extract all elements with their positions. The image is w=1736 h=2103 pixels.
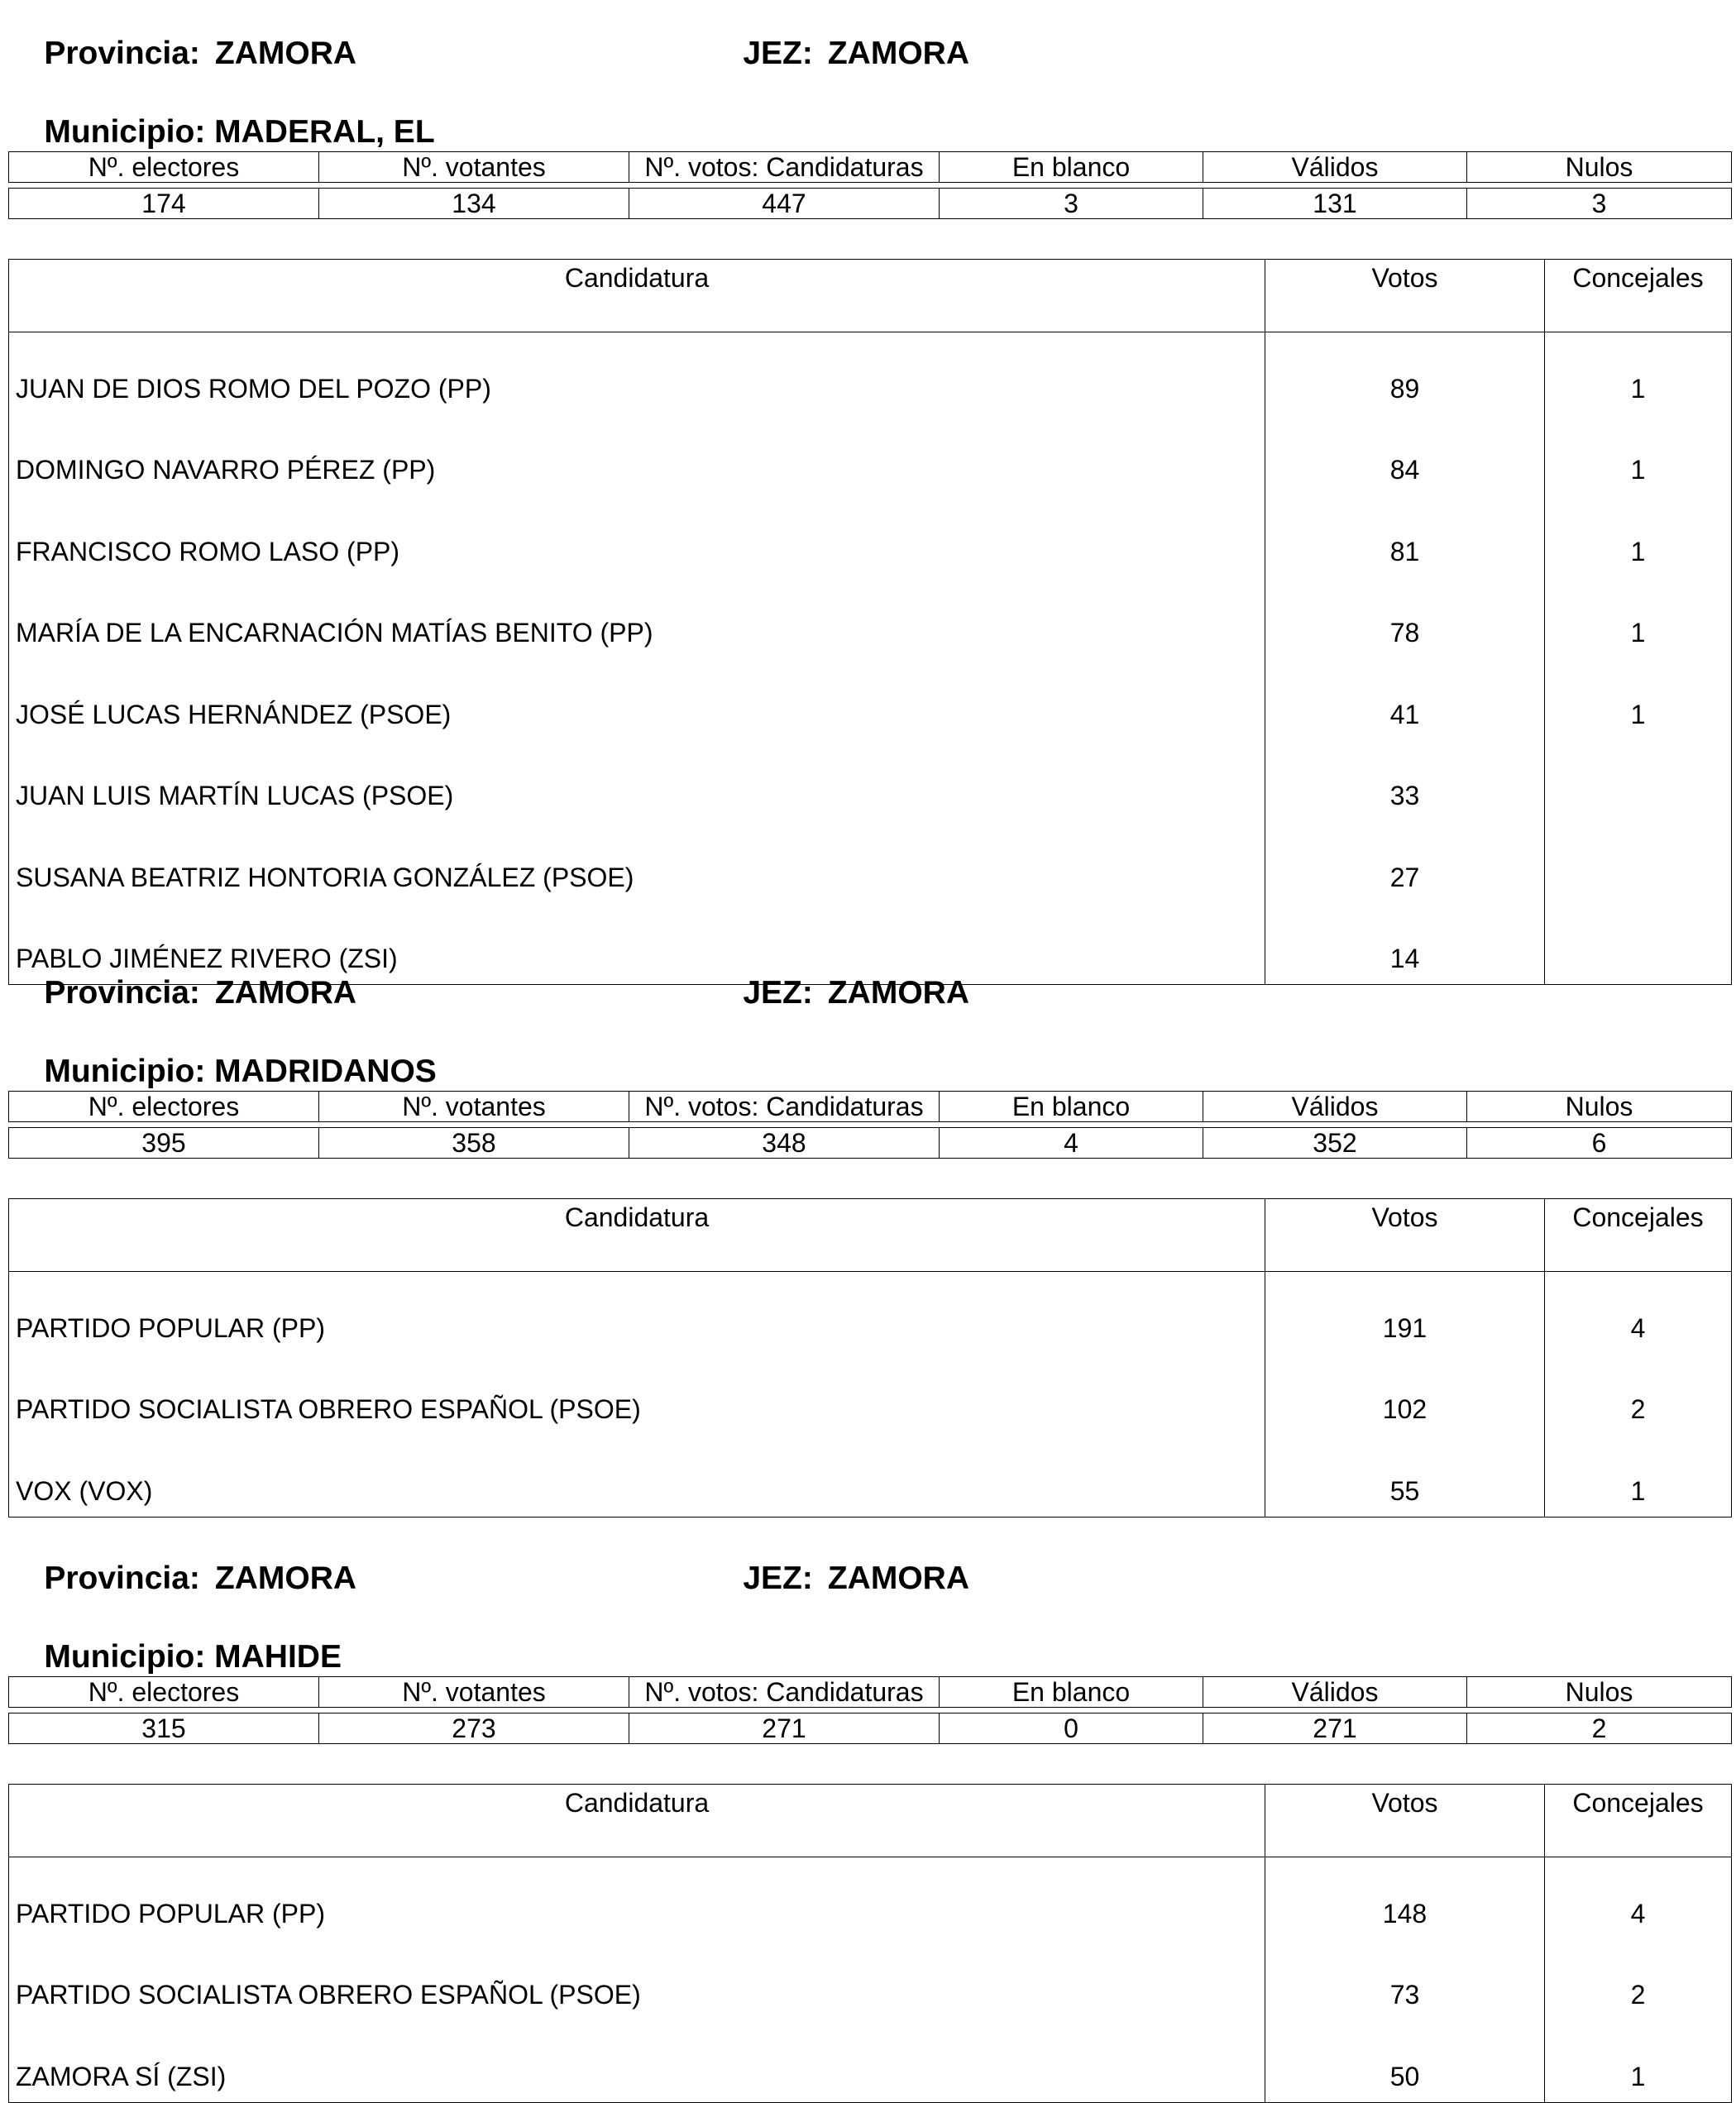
summary-header-votos-candidaturas: Nº. votos: Candidaturas [629,1677,940,1708]
summary-value-validos: 271 [1203,1713,1467,1744]
candidate-votos: 78 [1265,577,1545,659]
municipio-value: MADERAL, EL [214,114,435,150]
table-row [9,1272,1732,1354]
jez-label: JEZ: [743,36,813,71]
candidates-table [8,1784,1732,2103]
summary-value-electores: 315 [9,1713,319,1744]
provincia-label: Provincia: [44,975,200,1011]
summary-value-electores: 174 [9,189,319,219]
candidate-name: MARÍA DE LA ENCARNACIÓN MATÍAS BENITO (PP) [9,577,1265,659]
candidate-concejales: 2 [1545,1354,1732,1436]
summary-value-nulos: 6 [1467,1128,1732,1159]
summary-value-votantes: 273 [319,1713,629,1744]
candidate-concejales: 4 [1545,1857,1732,1939]
table-row [9,495,1732,577]
candidates-header-votos: Votos [1265,1785,1545,1857]
summary-value-votantes: 134 [319,189,629,219]
provincia-value: ZAMORA [214,36,357,71]
summary-value-votos-candidaturas: 447 [629,189,940,219]
candidate-votos: 191 [1265,1272,1545,1354]
summary-header-votantes: Nº. votantes [319,1677,629,1708]
summary-value-nulos: 3 [1467,189,1732,219]
table-row [9,2020,1732,2102]
summary-value-votantes: 358 [319,1128,629,1159]
summary-table [8,1091,1732,1159]
candidate-concejales [1545,740,1732,822]
table-row [9,414,1732,496]
summary-header-votos-candidaturas: Nº. votos: Candidaturas [629,1092,940,1122]
provincia-label: Provincia: [44,36,200,71]
candidate-concejales: 1 [1545,658,1732,740]
candidates-header-candidatura: Candidatura [9,260,1265,332]
candidate-name: JOSÉ LUCAS HERNÁNDEZ (PSOE) [9,658,1265,740]
table-row [9,1354,1732,1436]
candidates-header-candidatura: Candidatura [9,1199,1265,1272]
table-row [9,1939,1732,2021]
jez-header [707,944,969,1041]
summary-header-nulos: Nulos [1467,152,1732,183]
candidate-concejales: 2 [1545,1939,1732,2021]
summary-header-validos: Válidos [1203,1092,1467,1122]
summary-header-nulos: Nulos [1467,1092,1732,1122]
candidate-concejales: 1 [1545,414,1732,496]
candidates-header-votos: Votos [1265,1199,1545,1272]
summary-value-validos: 131 [1203,189,1467,219]
summary-header-row [9,152,1732,183]
candidates-header-concejales: Concejales [1545,1199,1732,1272]
summary-header-nulos: Nulos [1467,1677,1732,1708]
candidate-votos: 81 [1265,495,1545,577]
table-row [9,658,1732,740]
candidate-name: FRANCISCO ROMO LASO (PP) [9,495,1265,577]
candidate-name: SUSANA BEATRIZ HONTORIA GONZÁLEZ (PSOE) [9,821,1265,903]
summary-header-votos-candidaturas: Nº. votos: Candidaturas [629,152,940,183]
summary-header-en-blanco: En blanco [940,1092,1203,1122]
summary-header-en-blanco: En blanco [940,152,1203,183]
jez-value: ZAMORA [827,36,969,71]
candidate-concejales: 1 [1545,332,1732,414]
jez-header [707,1530,969,1627]
candidate-votos: 148 [1265,1857,1545,1939]
candidates-header-row [9,260,1732,332]
candidates-table [8,259,1732,985]
summary-value-en-blanco: 3 [940,189,1203,219]
candidates-header-row [9,1199,1732,1272]
summary-value-votos-candidaturas: 348 [629,1128,940,1159]
candidate-concejales: 1 [1545,495,1732,577]
jez-label: JEZ: [743,1561,813,1596]
summary-value-electores: 395 [9,1128,319,1159]
candidates-table [8,1198,1732,1518]
candidate-name: PARTIDO POPULAR (PP) [9,1272,1265,1354]
provincia-value: ZAMORA [214,975,357,1011]
summary-value-row [9,1713,1732,1744]
summary-value-row [9,189,1732,219]
summary-header-electores: Nº. electores [9,1677,319,1708]
summary-value-en-blanco: 0 [940,1713,1203,1744]
candidate-concejales: 4 [1545,1272,1732,1354]
summary-value-validos: 352 [1203,1128,1467,1159]
candidate-name: VOX (VOX) [9,1435,1265,1517]
table-row [9,1857,1732,1939]
summary-header-row [9,1092,1732,1122]
candidate-votos: 55 [1265,1435,1545,1517]
jez-value: ZAMORA [827,975,969,1011]
summary-header-votantes: Nº. votantes [319,152,629,183]
candidates-header-candidatura: Candidatura [9,1785,1265,1857]
candidate-votos: 14 [1265,903,1545,985]
summary-header-electores: Nº. electores [9,152,319,183]
summary-value-votos-candidaturas: 271 [629,1713,940,1744]
candidate-concejales: 1 [1545,1435,1732,1517]
candidates-header-row [9,1785,1732,1857]
summary-value-en-blanco: 4 [940,1128,1203,1159]
candidates-header-votos: Votos [1265,260,1545,332]
municipio-value: MADRIDANOS [214,1054,437,1089]
candidate-votos: 89 [1265,332,1545,414]
jez-value: ZAMORA [827,1561,969,1596]
candidate-name: DOMINGO NAVARRO PÉREZ (PP) [9,414,1265,496]
candidate-concejales [1545,821,1732,903]
municipio-label: Municipio: [44,114,206,150]
jez-label: JEZ: [743,975,813,1011]
summary-header-validos: Válidos [1203,152,1467,183]
municipio-label: Municipio: [44,1054,206,1089]
candidate-votos: 73 [1265,1939,1545,2021]
summary-header-electores: Nº. electores [9,1092,319,1122]
municipio-label: Municipio: [44,1639,206,1675]
candidate-votos: 50 [1265,2020,1545,2102]
table-row [9,740,1732,822]
table-row [9,577,1732,659]
candidate-votos: 27 [1265,821,1545,903]
candidate-votos: 84 [1265,414,1545,496]
candidate-votos: 102 [1265,1354,1545,1436]
provincia-value: ZAMORA [214,1561,357,1596]
candidate-name: JUAN LUIS MARTÍN LUCAS (PSOE) [9,740,1265,822]
candidate-concejales: 1 [1545,577,1732,659]
candidate-name: PARTIDO POPULAR (PP) [9,1857,1265,1939]
candidate-name: PARTIDO SOCIALISTA OBRERO ESPAÑOL (PSOE) [9,1939,1265,2021]
table-row [9,1435,1732,1517]
table-row [9,332,1732,414]
summary-header-row [9,1677,1732,1708]
summary-header-en-blanco: En blanco [940,1677,1203,1708]
candidate-name: PABLO JIMÉNEZ RIVERO (ZSI) [9,903,1265,985]
summary-header-validos: Válidos [1203,1677,1467,1708]
summary-value-row [9,1128,1732,1159]
table-row [9,821,1732,903]
candidate-name: JUAN DE DIOS ROMO DEL POZO (PP) [9,332,1265,414]
municipio-value: MAHIDE [214,1639,342,1675]
summary-table [8,1676,1732,1744]
candidates-header-concejales: Concejales [1545,1785,1732,1857]
candidates-header-concejales: Concejales [1545,260,1732,332]
jez-header [707,5,969,102]
candidate-concejales [1545,903,1732,985]
provincia-label: Provincia: [44,1561,200,1596]
summary-value-nulos: 2 [1467,1713,1732,1744]
summary-header-votantes: Nº. votantes [319,1092,629,1122]
candidate-concejales: 1 [1545,2020,1732,2102]
summary-table [8,151,1732,219]
candidate-name: ZAMORA SÍ (ZSI) [9,2020,1265,2102]
candidate-votos: 33 [1265,740,1545,822]
candidate-name: PARTIDO SOCIALISTA OBRERO ESPAÑOL (PSOE) [9,1354,1265,1436]
candidate-votos: 41 [1265,658,1545,740]
